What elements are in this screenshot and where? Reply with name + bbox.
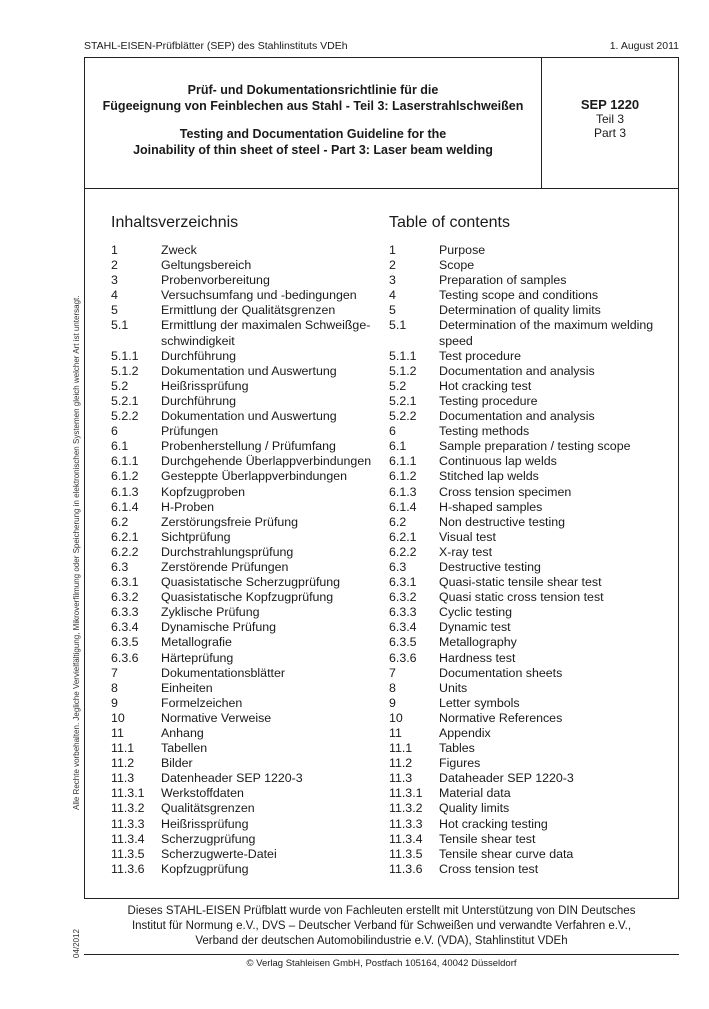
toc-entry-number: 4 — [389, 288, 396, 303]
toc-entry-title: Heißrissprüfung — [161, 816, 249, 831]
toc-entry[interactable] — [389, 847, 674, 862]
toc-entry[interactable] — [389, 394, 674, 409]
title-en-line2: Joinability of thin sheet of steel - Part 3: Laser beam welding — [133, 143, 493, 157]
toc-entry-number: 11 — [389, 726, 402, 740]
toc-entry[interactable] — [389, 485, 674, 500]
toc-entry-number: 5.1.1 — [389, 348, 417, 363]
toc-entry-title: Cross tension test — [439, 861, 539, 876]
toc-entry-number: 6 — [389, 424, 396, 439]
footer-line3: Verband der deutschen Automobilindustrie e.V. (VDA), Stahlinstitut VDEh — [195, 935, 568, 947]
toc-entry-number: 6.1 — [111, 439, 129, 454]
toc-entry-number: 2 — [389, 258, 396, 273]
rights-notice: Alle Rechte vorbehalten. Jegliche Vervielfältigung, Mikroverfilmung oder Speicherung in elektronischen Systemen gleich welcher Art ist untersagt. — [72, 295, 81, 810]
toc-entry[interactable] — [389, 862, 674, 877]
toc-entry-number: 6.3.6 — [389, 650, 417, 665]
toc-entry-number: 11.3.3 — [389, 816, 423, 831]
toc-entry-title: Dokumentation und Auswertung — [161, 363, 337, 378]
toc-entry[interactable] — [389, 515, 674, 530]
part-label: Part 3 — [593, 126, 626, 140]
toc-entry-number: 5.2.2 — [389, 409, 417, 424]
title-english — [85, 126, 541, 158]
footer-line2: Institut für Normung e.V., DVS – Deutscher Verband für Schweißen und verwandte Verfahren e.V., — [131, 920, 632, 932]
toc-entry[interactable] — [111, 666, 381, 681]
toc-entry-title: Hardness test — [439, 650, 516, 665]
toc-entry-number: 6.1.1 — [111, 454, 139, 469]
toc-entry-number: 5.1 — [389, 318, 407, 333]
toc-entry-title: Stitched lap welds — [439, 469, 539, 484]
toc-entry-number: 6.3.6 — [111, 650, 139, 665]
toc-entry[interactable] — [389, 530, 674, 545]
toc-entry-number: 8 — [111, 680, 118, 695]
toc-entry-title: Documentation and analysis — [439, 363, 595, 378]
toc-entry-number: 2 — [111, 258, 118, 273]
toc-entry-number: 6.1.1 — [389, 454, 417, 469]
toc-entry-number: 5.2 — [111, 378, 129, 393]
toc-entry-number: 11.2 — [111, 756, 135, 771]
toc-entry[interactable] — [389, 409, 674, 424]
toc-entry-title: Preparation of samples — [439, 273, 567, 288]
toc-entry-number: 6.3.2 — [389, 590, 417, 605]
toc-entry[interactable] — [111, 515, 381, 530]
toc-entry-number: 1 — [389, 243, 396, 257]
toc-entry[interactable] — [111, 560, 381, 575]
toc-entry[interactable] — [111, 243, 381, 258]
toc-entry[interactable] — [389, 439, 674, 454]
toc-entry-title: Purpose — [439, 243, 486, 257]
toc-entry-number: 11.3.3 — [111, 816, 145, 831]
toc-entry-title: Anhang — [161, 726, 204, 740]
toc-entry-title: Formelzeichen — [161, 695, 243, 710]
toc-entry-title: Dynamic test — [439, 620, 511, 635]
issue-code: 04/2012 — [72, 929, 81, 958]
toc-entry[interactable] — [111, 424, 381, 439]
toc-entry-title: Units — [439, 680, 468, 695]
toc-entry-number: 11.3.5 — [389, 846, 423, 861]
toc-entry-number: 5 — [389, 303, 396, 318]
toc-entry[interactable] — [111, 801, 381, 816]
toc-entry[interactable] — [111, 303, 381, 318]
toc-entry[interactable] — [111, 711, 381, 726]
title-german — [85, 82, 541, 114]
toc-entry[interactable] — [389, 832, 674, 847]
title-de-line2: Fügeeignung von Feinblechen aus Stahl - Teil 3: Laserstrahlschweißen — [102, 99, 524, 113]
toc-entry-number: 11.3.2 — [111, 801, 145, 816]
toc-entry-number: 11.3.2 — [389, 801, 423, 816]
toc-entry-title: Tensile shear curve data — [439, 846, 574, 861]
toc-entry-number: 6.3.3 — [111, 605, 139, 620]
toc-entry-title: Kopfzugproben — [161, 484, 246, 499]
toc-entry[interactable] — [111, 288, 381, 303]
toc-entry-number: 6.3.5 — [389, 635, 417, 650]
toc-entry[interactable] — [111, 847, 381, 862]
toc-entry-number: 6.1 — [389, 439, 407, 454]
toc-entry-number: 6.3 — [111, 559, 129, 574]
toc-entry[interactable] — [111, 545, 381, 560]
toc-entry-title: Heißrissprüfung — [161, 378, 249, 393]
toc-entry-title: Ermittlung der maximalen Schweißge- schwindigkeit — [161, 318, 371, 348]
toc-entry-title: Normative References — [439, 710, 563, 725]
copyright: © Verlag Stahleisen GmbH, Postfach 105164, 40042 Düsseldorf — [246, 958, 517, 969]
toc-entry-title: Tables — [439, 741, 475, 756]
toc-entry-number: 11.3.1 — [111, 786, 145, 801]
toc-german-heading: Inhaltsverzeichnis — [111, 214, 239, 231]
toc-entry-number: 9 — [389, 695, 396, 710]
toc-entry-title: Versuchsumfang und -bedingungen — [161, 288, 357, 303]
title-en-line1: Testing and Documentation Guideline for the — [179, 127, 447, 141]
toc-entry-number: 11.3.6 — [389, 861, 423, 876]
toc-entry-title: Test procedure — [439, 348, 521, 363]
toc-entry[interactable] — [111, 605, 381, 620]
toc-entry-title: Probenherstellung / Prüfumfang — [161, 439, 336, 454]
toc-entry-title: Dataheader SEP 1220-3 — [439, 771, 574, 786]
toc-entry-title: Sichtprüfung — [161, 529, 231, 544]
toc-entry[interactable] — [389, 273, 674, 288]
toc-entry-number: 6.1.2 — [389, 469, 417, 484]
toc-entry-title: Quasistatische Scherzugprüfung — [161, 575, 341, 590]
toc-entry-number: 6.1.4 — [111, 499, 139, 514]
toc-entry-number: 6.3.4 — [111, 620, 139, 635]
toc-entry-title: Determination of the maximum welding speed — [439, 318, 654, 348]
toc-entry-number: 6.2.1 — [389, 529, 417, 544]
toc-entry-title: Sample preparation / testing scope — [439, 439, 631, 454]
toc-entry-title: Prüfungen — [161, 424, 219, 439]
toc-entry-title: Durchführung — [161, 393, 237, 408]
toc-entry-number: 11.3.1 — [389, 786, 423, 801]
document-code: SEP 1220 — [580, 97, 640, 112]
toc-entry-number: 5.1.2 — [111, 363, 139, 378]
toc-entry[interactable] — [111, 575, 381, 590]
toc-entry-number: 6.1.4 — [389, 499, 417, 514]
toc-entry[interactable] — [111, 258, 381, 273]
toc-entry-title: Durchgehende Überlappverbindungen — [161, 454, 372, 469]
toc-entry-title: Dokumentation und Auswertung — [161, 409, 337, 424]
toc-entry-number: 6.3.1 — [111, 575, 139, 590]
toc-entry-title: X-ray test — [439, 544, 493, 559]
footer-divider — [84, 954, 679, 955]
toc-entry[interactable] — [111, 379, 381, 394]
toc-entry-number: 6 — [111, 424, 118, 439]
toc-entry[interactable] — [111, 756, 381, 771]
toc-entry-number: 11.3.4 — [111, 831, 145, 846]
toc-entry-number: 11.3.4 — [389, 831, 423, 846]
toc-entry-title: Ermittlung der Qualitätsgrenzen — [161, 303, 336, 318]
toc-entry-title: Letter symbols — [439, 695, 520, 710]
toc-entry-title: Quality limits — [439, 801, 510, 816]
toc-entry-title: Zerstörende Prüfungen — [161, 559, 289, 574]
toc-entry-number: 5.2.1 — [389, 393, 417, 408]
toc-entry-title: Einheiten — [161, 680, 213, 695]
title-de-line1: Prüf- und Dokumentationsrichtlinie für die — [187, 83, 439, 97]
toc-entry-number: 10 — [389, 710, 403, 725]
toc-entry-number: 11.1 — [111, 741, 135, 756]
toc-entry-title: Visual test — [439, 529, 496, 544]
toc-entry-title: Cross tension specimen — [439, 484, 572, 499]
toc-entry-number: 5.1.1 — [111, 348, 139, 363]
toc-entry[interactable] — [389, 801, 674, 816]
toc-entry[interactable] — [389, 288, 674, 303]
toc-entry-title: Datenheader SEP 1220-3 — [161, 771, 303, 786]
toc-entry[interactable] — [389, 545, 674, 560]
toc-entry[interactable] — [389, 500, 674, 515]
toc-german-list — [111, 243, 381, 877]
toc-entry-title: Qualitätsgrenzen — [161, 801, 255, 816]
toc-entry-number: 11.1 — [389, 741, 413, 756]
toc-entry-title: Non destructive testing — [439, 514, 566, 529]
toc-entry-number: 11.2 — [389, 756, 413, 771]
toc-entry-number: 6.2.2 — [389, 544, 417, 559]
toc-entry[interactable] — [389, 635, 674, 650]
toc-entry-title: Hot cracking test — [439, 378, 532, 393]
toc-entry-title: Destructive testing — [439, 559, 541, 574]
toc-entry-title: Gesteppte Überlappverbindungen — [161, 469, 347, 484]
toc-entry-title: Scherzugprüfung — [161, 831, 256, 846]
toc-entry[interactable] — [111, 590, 381, 605]
toc-entry-number: 6.3.2 — [111, 590, 139, 605]
toc-entry-title: Dynamische Prüfung — [161, 620, 277, 635]
toc-entry[interactable] — [111, 817, 381, 832]
toc-entry-number: 6.2 — [389, 514, 407, 529]
toc-entry-title: Documentation and analysis — [439, 409, 595, 424]
toc-entry-title: Quasistatische Kopfzugprüfung — [161, 590, 334, 605]
toc-entry-title: H-Proben — [161, 499, 215, 514]
toc-entry-title: Testing methods — [439, 424, 530, 439]
toc-entry-number: 10 — [111, 710, 125, 725]
toc-entry-number: 11.3 — [111, 771, 135, 786]
teil-label: Teil 3 — [595, 112, 624, 126]
footer-line1: Dieses STAHL-EISEN Prüfblatt wurde von Fachleuten erstellt mit Unterstützung von DIN Deutsches — [127, 905, 636, 917]
toc-entry-number: 6.3.3 — [389, 605, 417, 620]
toc-entry-title: Kopfzugprüfung — [161, 861, 249, 876]
toc-entry[interactable] — [389, 711, 674, 726]
toc-entry-number: 5.2 — [389, 378, 407, 393]
toc-entry[interactable] — [111, 696, 381, 711]
toc-entry-number: 5 — [111, 303, 118, 318]
toc-entry-title: Dokumentationsblätter — [161, 665, 285, 680]
toc-entry[interactable] — [389, 243, 674, 258]
toc-entry[interactable] — [111, 349, 381, 364]
toc-english — [389, 213, 674, 877]
toc-entry[interactable] — [389, 620, 674, 635]
toc-entry[interactable] — [111, 786, 381, 801]
toc-entry[interactable] — [389, 786, 674, 801]
toc-entry[interactable] — [389, 741, 674, 756]
toc-entry[interactable] — [389, 560, 674, 575]
toc-entry-title: Werkstoffdaten — [161, 786, 244, 801]
toc-entry-title: Cyclic testing — [439, 605, 512, 620]
toc-entry-number: 6.2 — [111, 514, 129, 529]
toc-entry[interactable] — [389, 364, 674, 379]
document-frame — [84, 57, 679, 899]
title-block — [85, 58, 678, 189]
toc-entry-number: 4 — [111, 288, 118, 303]
toc-entry[interactable] — [111, 409, 381, 424]
toc-entry[interactable] — [389, 726, 674, 741]
toc-entry-title: Durchführung — [161, 348, 237, 363]
toc-entry-number: 6.3.5 — [111, 635, 139, 650]
toc-english-list — [389, 243, 674, 877]
toc-entry-number: 3 — [111, 273, 118, 288]
toc-entry-title: Tabellen — [161, 741, 208, 756]
toc-entry[interactable] — [389, 817, 674, 832]
toc-entry-title: Zweck — [161, 243, 197, 257]
toc-entry[interactable] — [111, 771, 381, 786]
toc-entry-number: 8 — [389, 680, 396, 695]
toc-entry-number: 7 — [389, 665, 396, 680]
toc-entry[interactable] — [111, 832, 381, 847]
toc-entry[interactable] — [389, 651, 674, 666]
toc-entry-title: Continuous lap welds — [439, 454, 557, 469]
footer-note — [84, 904, 679, 949]
toc-entry-number: 5.1 — [111, 318, 129, 333]
toc-entry[interactable] — [389, 666, 674, 681]
toc-entry[interactable] — [389, 756, 674, 771]
toc-entry-title: Appendix — [439, 726, 491, 740]
toc-entry-number: 6.1.3 — [389, 484, 417, 499]
toc-entry-title: Quasi static cross tension test — [439, 590, 604, 605]
toc-german — [111, 213, 381, 877]
toc-entry-number: 7 — [111, 665, 118, 680]
toc-entry[interactable] — [111, 454, 381, 469]
toc-entry[interactable] — [389, 258, 674, 273]
toc-entry-number: 9 — [111, 695, 118, 710]
toc-entry[interactable] — [111, 469, 381, 484]
toc-entry-title: Hot cracking testing — [439, 816, 548, 831]
toc-entry[interactable] — [389, 469, 674, 484]
toc-entry[interactable] — [389, 605, 674, 620]
toc-entry-number: 6.1.2 — [111, 469, 139, 484]
toc-entry[interactable] — [389, 379, 674, 394]
document-code-block — [542, 58, 678, 140]
toc-entry[interactable] — [389, 424, 674, 439]
toc-entry-title: Figures — [439, 756, 481, 771]
toc-entry-number: 6.3.1 — [389, 575, 417, 590]
toc-entry-number: 6.2.1 — [111, 529, 139, 544]
toc-entry[interactable] — [111, 651, 381, 666]
toc-entry-number: 6.2.2 — [111, 544, 139, 559]
toc-entry-title: Metallografie — [161, 635, 232, 650]
toc-english-heading: Table of contents — [389, 214, 510, 231]
title-main — [85, 58, 542, 188]
toc-entry[interactable] — [389, 349, 674, 364]
toc-entry-number: 11.3.5 — [111, 846, 145, 861]
toc-entry[interactable] — [111, 741, 381, 756]
toc-entry-title: Material data — [439, 786, 511, 801]
toc-entry[interactable] — [111, 394, 381, 409]
toc-entry-title: Bilder — [161, 756, 193, 771]
issue-date: 1. August 2011 — [609, 40, 679, 52]
toc-entry[interactable] — [389, 575, 674, 590]
toc-entry-number: 6.3 — [389, 559, 407, 574]
toc-entry[interactable] — [389, 454, 674, 469]
page-header — [84, 40, 679, 54]
toc-entry[interactable] — [111, 485, 381, 500]
toc-entry-title: Scherzugwerte-Datei — [161, 846, 277, 861]
toc-entry-number: 5.2.1 — [111, 393, 139, 408]
toc-entry-title: Zyklische Prüfung — [161, 605, 260, 620]
toc-entry-title: Metallography — [439, 635, 517, 650]
toc-entry-number: 6.3.4 — [389, 620, 417, 635]
toc-entry-title: Normative Verweise — [161, 710, 272, 725]
toc-entry-number: 5.2.2 — [111, 409, 139, 424]
toc-entry-title: Tensile shear test — [439, 831, 536, 846]
toc-entry[interactable] — [389, 590, 674, 605]
toc-entry-number: 6.1.3 — [111, 484, 139, 499]
toc-entry-title: Quasi-static tensile shear test — [439, 575, 602, 590]
toc-entry-number: 11.3.6 — [111, 861, 145, 876]
toc-entry[interactable] — [389, 303, 674, 318]
toc-entry-title: H-shaped samples — [439, 499, 543, 514]
toc-entry[interactable] — [111, 273, 381, 288]
toc-entry-title: Testing procedure — [439, 393, 538, 408]
toc-entry[interactable] — [111, 439, 381, 454]
toc-entry-number: 5.1.2 — [389, 363, 417, 378]
toc-entry-title: Testing scope and conditions — [439, 288, 599, 303]
toc-entry[interactable] — [389, 696, 674, 711]
toc-entry[interactable] — [111, 318, 381, 348]
toc-entry[interactable] — [111, 681, 381, 696]
toc-entry-title: Durchstrahlungsprüfung — [161, 544, 294, 559]
toc-entry[interactable] — [389, 771, 674, 786]
toc-entry-title: Geltungsbereich — [161, 258, 252, 273]
toc-entry-number: 3 — [389, 273, 396, 288]
toc-entry[interactable] — [111, 500, 381, 515]
toc-entry[interactable] — [389, 318, 674, 348]
publisher-label: STAHL-EISEN-Prüfblätter (SEP) des Stahlinstituts VDEh — [84, 40, 348, 52]
toc-entry-number: 11 — [111, 726, 124, 740]
toc-entry[interactable] — [111, 726, 381, 741]
toc-entry[interactable] — [111, 620, 381, 635]
toc-entry-number: 11.3 — [389, 771, 413, 786]
toc-entry-title: Härteprüfung — [161, 650, 234, 665]
toc-entry[interactable] — [111, 862, 381, 877]
toc-entry-title: Probenvorbereitung — [161, 273, 270, 288]
toc-entry[interactable] — [389, 681, 674, 696]
toc-entry[interactable] — [111, 530, 381, 545]
toc-entry-title: Scope — [439, 258, 475, 273]
toc-entry-title: Determination of quality limits — [439, 303, 601, 318]
toc-entry-title: Documentation sheets — [439, 665, 563, 680]
toc-entry-number: 1 — [111, 243, 118, 257]
toc-entry[interactable] — [111, 635, 381, 650]
toc-entry[interactable] — [111, 364, 381, 379]
toc-entry-title: Zerstörungsfreie Prüfung — [161, 514, 299, 529]
